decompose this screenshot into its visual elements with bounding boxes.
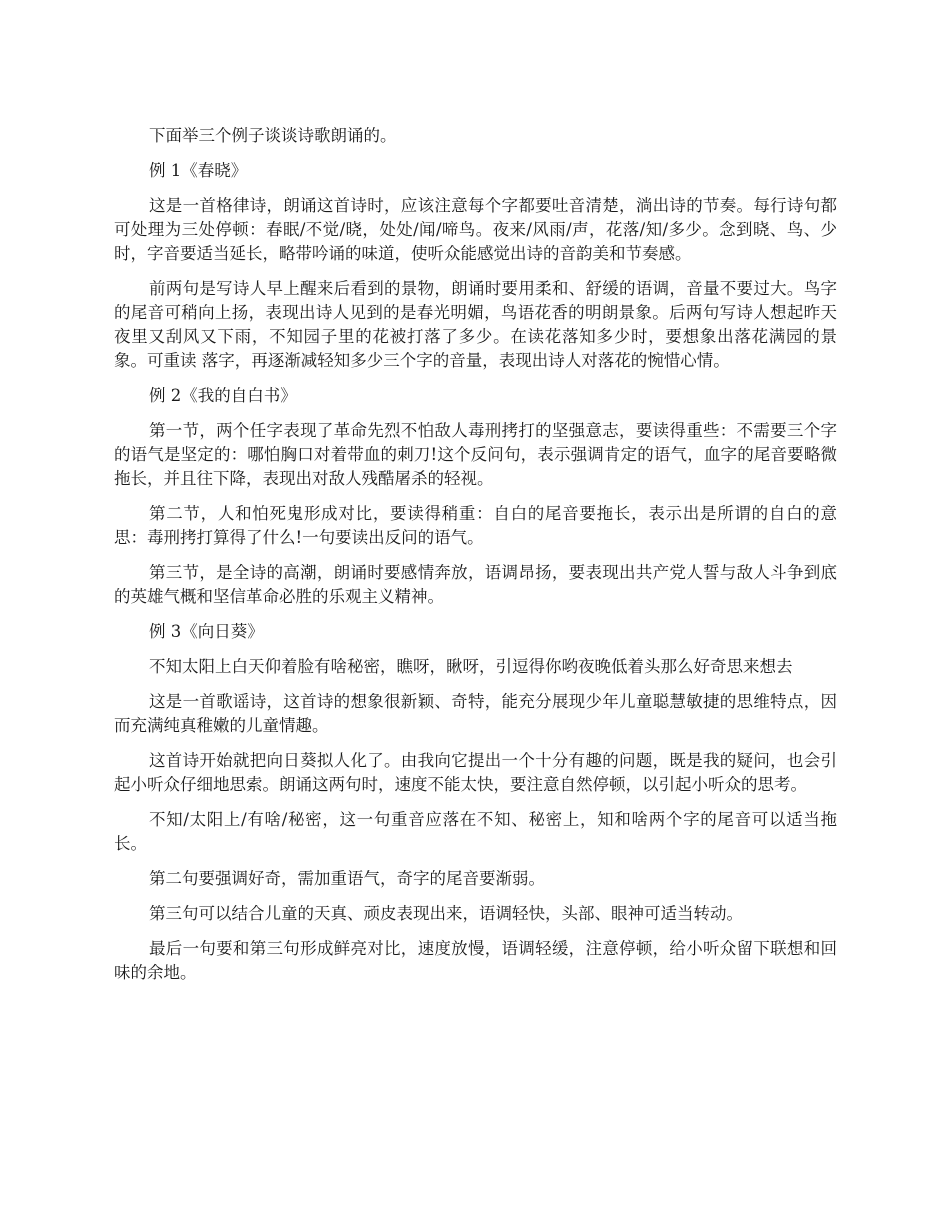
example-1-heading: 例 1《春晓》 — [149, 161, 248, 180]
example-3-paragraph-2: 这首诗开始就把向日葵拟人化了。由我向它提出一个十分有趣的问题，既是我的疑问，也会引起小听众仔细地思索。朗诵这两句时，速度不能太快，要注意自然停顿，以引起小听众的思考。 — [114, 751, 837, 794]
example-3-poem-line: 不知太阳上白天仰着脸有啥秘密，瞧呀，瞅呀，引逗得你哟夜晚低着头那么好奇思来想去 — [149, 657, 793, 676]
example-2-paragraph-1: 第一节，两个任字表现了革命先烈不怕敌人毒刑拷打的坚强意志，要读得重些：不需要三个字的语气是坚定的：哪怕胸口对着带血的刺刀!这个反问句，表示强调肯定的语气，血字的尾音要略微拖长，并且往下降，表现出对敌人残酷屠杀的轻视。 — [114, 421, 837, 488]
example-2-paragraph-2: 第二节，人和怕死鬼形成对比，要读得稍重：自白的尾音要拖长，表示出是所谓的自白的意思：毒刑拷打算得了什么!一句要读出反问的语气。 — [114, 504, 837, 547]
example-3-paragraph-5: 第三句可以结合儿童的天真、顽皮表现出来，语调轻快，头部、眼神可适当转动。 — [149, 904, 743, 923]
document-body — [114, 124, 837, 996]
example-3-paragraph-1: 这是一首歌谣诗，这首诗的想象很新颖、奇特，能充分展现少年儿童聪慧敏捷的思维特点，因而充满纯真稚嫩的儿童情趣。 — [114, 692, 837, 735]
example-1-paragraph-2: 前两句是写诗人早上醒来后看到的景物，朗诵时要用柔和、舒缓的语调，音量不要过大。鸟字的尾音可稍向上扬，表现出诗人见到的是春光明媚，鸟语花香的明朗景象。后两句写诗人想起昨天夜里又刮风又下雨，不知园子里的花被打落了多少。在读花落知多少时，要想象出落花满园的景象。可重读 落字，再逐渐减轻知多少三个字的音量，表现出诗人对落花的惋惜心情。 — [114, 279, 837, 370]
example-3-paragraph-3: 不知/太阳上/有啥/秘密，这一句重音应落在不知、秘密上，知和啥两个字的尾音可以适当拖长。 — [114, 810, 837, 853]
example-2-paragraph-3: 第三节，是全诗的高潮，朗诵时要感情奔放，语调昂扬，要表现出共产党人誓与敌人斗争到底的英雄气概和坚信革命必胜的乐观主义精神。 — [114, 563, 837, 606]
example-3-paragraph-4: 第二句要强调好奇，需加重语气，奇字的尾音要渐弱。 — [149, 869, 545, 888]
example-3-paragraph-6: 最后一句要和第三句形成鲜亮对比，速度放慢，语调轻缓，注意停顿，给小听众留下联想和回味的余地。 — [114, 939, 837, 982]
example-3-heading: 例 3《向日葵》 — [149, 622, 264, 641]
example-1-paragraph-1: 这是一首格律诗，朗诵这首诗时，应该注意每个字都要吐音清楚，淌出诗的节奏。每行诗句都可处理为三处停顿：春眠/不觉/晓，处处/闻/啼鸟。夜来/风雨/声，花落/知/多少。念到晓、鸟、少时，字音要适当延长，略带吟诵的味道，使听众能感觉出诗的音韵美和节奏感。 — [114, 196, 837, 263]
example-2-heading: 例 2《我的自白书》 — [149, 386, 297, 405]
intro-paragraph: 下面举三个例子谈谈诗歌朗诵的。 — [149, 126, 397, 145]
